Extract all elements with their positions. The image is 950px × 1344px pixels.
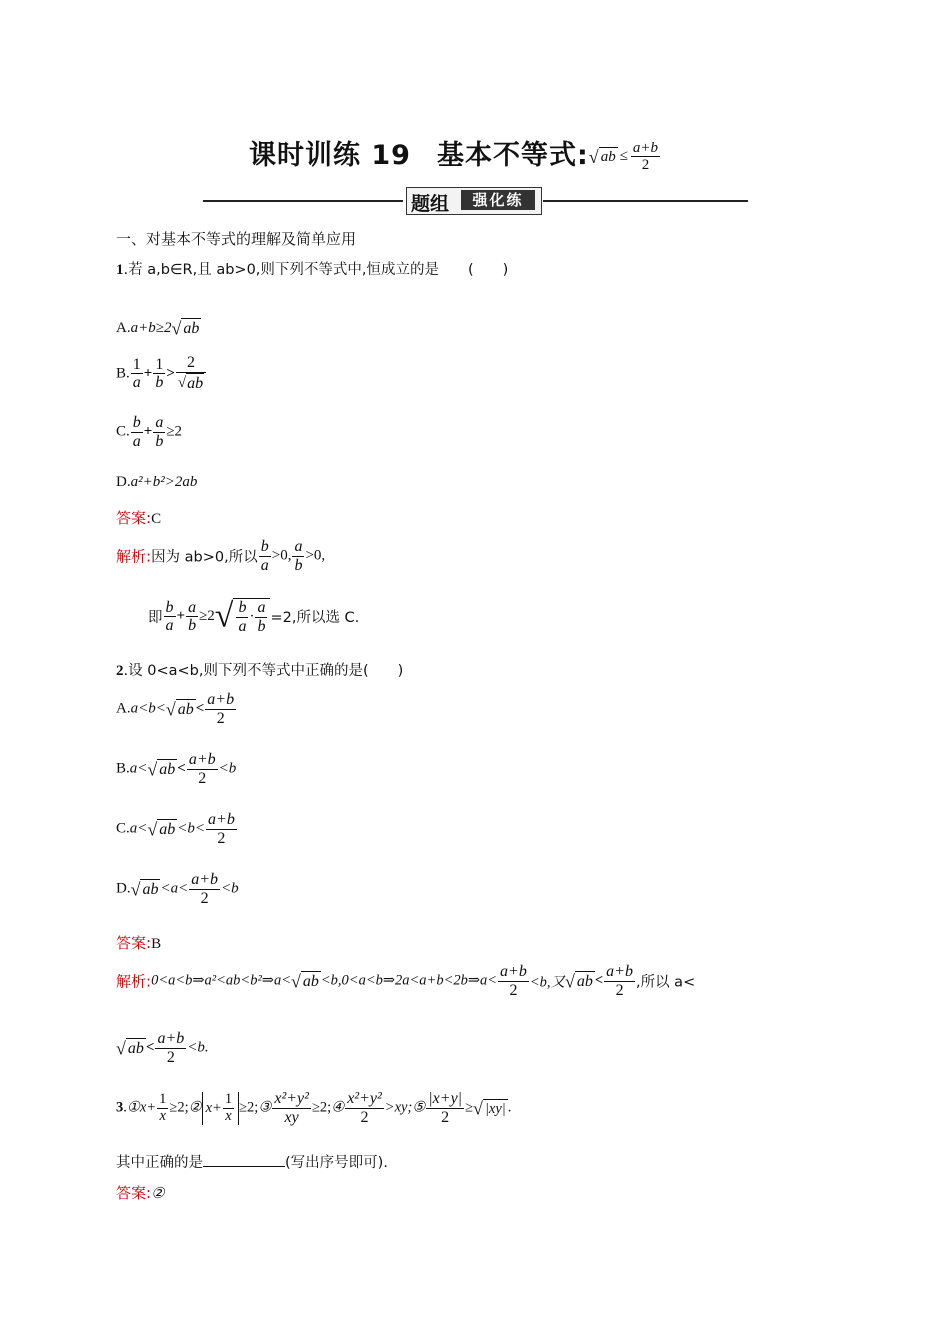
q2-option-c: C.a<√ ab <b< $\frac{a+b}{2}$ — [116, 811, 235, 847]
q2-answer — [116, 932, 161, 953]
q1-analysis-line2: 即 $\frac{b}{a}$ + $\frac{a}{b}$ ≥2√ $\frac{b}{a}$ · $\frac{a}{b}$ =2,所以选 C. — [148, 597, 360, 635]
answer-value: B — [151, 936, 162, 952]
sqrt-ab: √ ab — [171, 318, 200, 339]
sqrt-ab: √ab — [177, 374, 204, 392]
q1-number: 1 — [116, 262, 124, 278]
q2-analysis-line2: √ ab < $\frac{a+b}{2}$ <b. — [116, 1030, 209, 1066]
sqrt-ab: √ ab — [290, 971, 319, 992]
answer-blank — [203, 1166, 285, 1167]
q3-prompt: 其中正确的是 (写出序号即可). — [116, 1155, 388, 1171]
q3-number: 3 — [116, 1099, 124, 1116]
answer-label: 答案: — [116, 934, 152, 952]
title-sub: 基本不等式: — [436, 140, 589, 171]
sqrt-ab: √ ab — [147, 819, 176, 840]
q2-text: .设 0<a<b,则下列不等式中正确的是( ) — [123, 663, 404, 679]
q1-option-a: A.a+b≥2√ ab — [116, 318, 200, 339]
sqrt-product: √ $\frac{b}{a}$ · $\frac{a}{b}$ — [215, 598, 271, 635]
q2-stem — [116, 659, 403, 680]
title-main: 课时训练 19 — [249, 140, 411, 171]
answer-label: 答案: — [116, 1184, 152, 1202]
q1-text: .若 a,b∈R,且 ab>0,则下列不等式中,恒成立的是 ( ) — [123, 262, 509, 278]
banner-left: 题组 — [411, 193, 450, 215]
q3-stem: 3.①x+ $\frac{1}{x}$ ≥2;② x+ $\frac{1}{x}$ ≥2;③ $\frac{\text{x²+y²}}{xy}$ ≥2;④ $\frac{\text{x²+y²}}{2}$ >xy;⑤ $\frac{|x+y|}{2}$ ≥√ |xy| . — [116, 1090, 512, 1126]
sqrt-ab: √ ab — [565, 971, 593, 992]
answer-value: ② — [151, 1186, 165, 1202]
answer-label: 答案: — [116, 509, 152, 527]
q1-answer — [116, 507, 161, 528]
q1-option-c: C. $\frac{b}{a}$ + $\frac{a}{b}$ ≥2 — [116, 414, 183, 450]
title-formula: √ ab ≤ $\frac{a+b}{2}$ — [588, 139, 659, 174]
sqrt-ab: √ ab — [116, 1038, 144, 1059]
q1-option-b: B. $\frac{1}{a}$ + $\frac{1}{b}$ > $\frac{2}{√ab}$ — [116, 354, 207, 394]
section-banner — [406, 187, 542, 215]
analysis-label: 解析: — [116, 547, 152, 566]
q2-option-a: A.a<b<√ ab < $\frac{a+b}{2}$ — [116, 691, 235, 727]
q1-option-d: D.a²+b²>2ab — [116, 474, 198, 490]
sqrt-ab: √ ab — [147, 759, 176, 780]
sqrt-abs-xy: √ |xy| — [473, 1098, 506, 1119]
abs-value-bars: x+ $\frac{1}{x}$ — [202, 1092, 239, 1125]
sqrt-ab: √ ab — [165, 699, 194, 720]
section-heading: 一、对基本不等式的理解及简单应用 — [116, 230, 357, 248]
q1-stem — [116, 258, 508, 279]
rule-right — [543, 200, 748, 202]
answer-value: C — [151, 511, 162, 527]
q2-number: 2 — [116, 663, 124, 679]
q2-option-b: B.a<√ ab < $\frac{a+b}{2}$ <b — [116, 751, 237, 787]
analysis-label: 解析: — [116, 972, 152, 991]
banner-right: 强化练 — [461, 190, 535, 210]
sqrt-ab: √ ab — [130, 879, 159, 900]
page-title — [249, 133, 661, 178]
q3-answer — [116, 1182, 165, 1203]
rule-left — [203, 200, 403, 202]
q2-option-d: D.√ ab <a< $\frac{a+b}{2}$ <b — [116, 871, 239, 907]
q1-analysis-line1: 解析:因为 ab>0,所以 $\frac{b}{a}$ >0, $\frac{a}{b}$ >0, — [116, 538, 326, 574]
q2-analysis-line1: 解析:0<a<b⇒a²<ab<b²⇒a<√ ab <b,0<a<b⇒2a<a+b<2b⇒a< $\frac{a+b}{2}$ <b,又√ ab < $\frac{a+b}{2}$ ,所以 a< — [116, 963, 696, 999]
sqrt-ab: √ ab — [588, 146, 616, 167]
